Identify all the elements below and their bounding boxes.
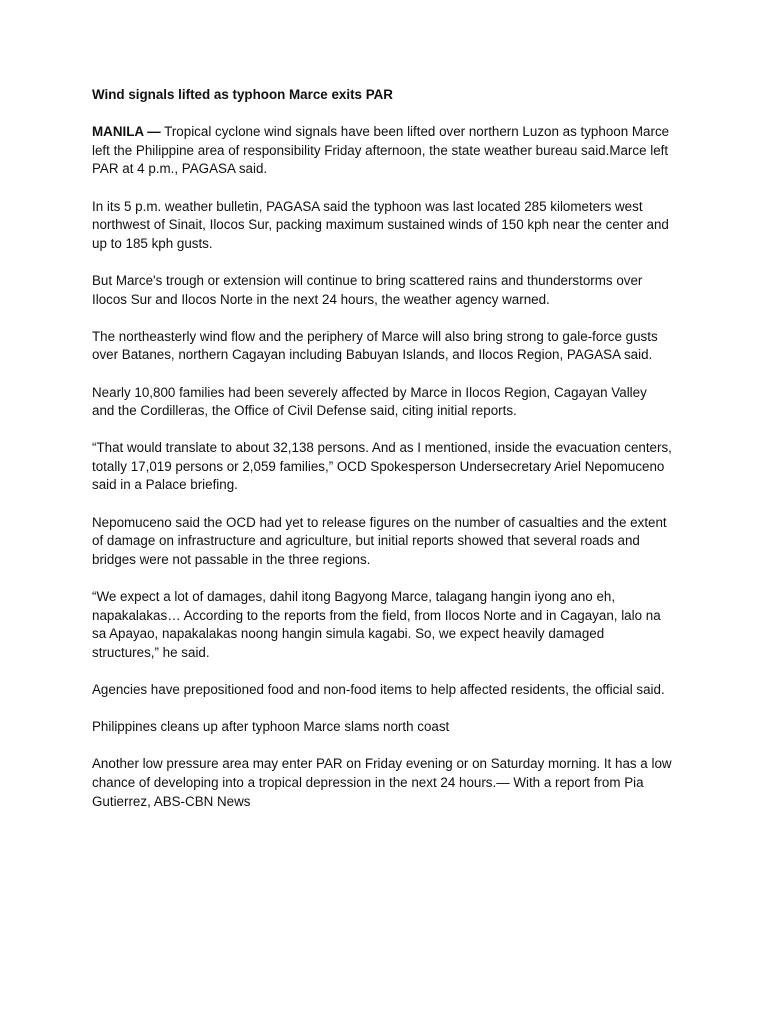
related-article-link: Philippines cleans up after typhoon Marce slams north coast (92, 719, 450, 735)
paragraph-text: Tropical cyclone wind signals have been lifted over northern Luzon as typhoon Marce left the Philippine area of responsibility Friday afternoon, the state weather bureau said.Marce left PAR at 4 p.m., PAGASA said. (92, 124, 670, 177)
paragraph: Nearly 10,800 families had been severely affected by Marce in Ilocos Region, Cagayan Valley and the Cordilleras, the Office of Civil Defense said, citing initial reports. (92, 384, 647, 419)
paragraph: “That would translate to about 32,138 persons. And as I mentioned, inside the evacuation centers, totally 17,019 persons or 2,059 families,” OCD Spokesperson Undersecretary Ariel Nepomuceno said in a Palace briefing. (92, 440, 672, 493)
paragraph: Agencies have prepositioned food and non-food items to help affected residents, the official said. (92, 682, 665, 697)
paragraph: Another low pressure area may enter PAR on Friday evening or on Saturday morning. It has a low chance of developing into a tropical depression in the next 24 hours.— With a report from Pia Gutierrez, ABS-CBN News (92, 756, 672, 809)
paragraph: In its 5 p.m. weather bulletin, PAGASA said the typhoon was last located 285 kilometers west northwest of Sinait, Ilocos Sur, packing maximum sustained winds of 150 kph near the center and up to 185 kph gusts. (92, 198, 669, 251)
paragraph: Nepomuceno said the OCD had yet to release figures on the number of casualties and the extent of damage on infrastructure and agriculture, but initial reports showed that several roads and bridges were not passable in the three regions. (92, 514, 667, 567)
article (92, 86, 672, 830)
article-headline: Wind signals lifted as typhoon Marce exits PAR (92, 87, 393, 102)
dateline: MANILA — (92, 124, 161, 140)
paragraph: “We expect a lot of damages, dahil itong Bagyong Marce, talagang hangin iyong ano eh, napakalakas… According to the reports from the field, from Ilocos Norte and in Cagayan, lalo na sa Apayao, napakalakas noong hangin simula kagabi. So, we expect heavily damaged structures,” he said. (92, 589, 661, 660)
paragraph: But Marce's trough or extension will continue to bring scattered rains and thunderstorms over Ilocos Sur and Ilocos Norte in the next 24 hours, the weather agency warned. (92, 272, 643, 307)
paragraph: The northeasterly wind flow and the periphery of Marce will also bring strong to gale-force gusts over Batanes, northern Cagayan including Babuyan Islands, and Ilocos Region, PAGASA said. (92, 328, 658, 363)
paragraph-lede (92, 123, 672, 179)
